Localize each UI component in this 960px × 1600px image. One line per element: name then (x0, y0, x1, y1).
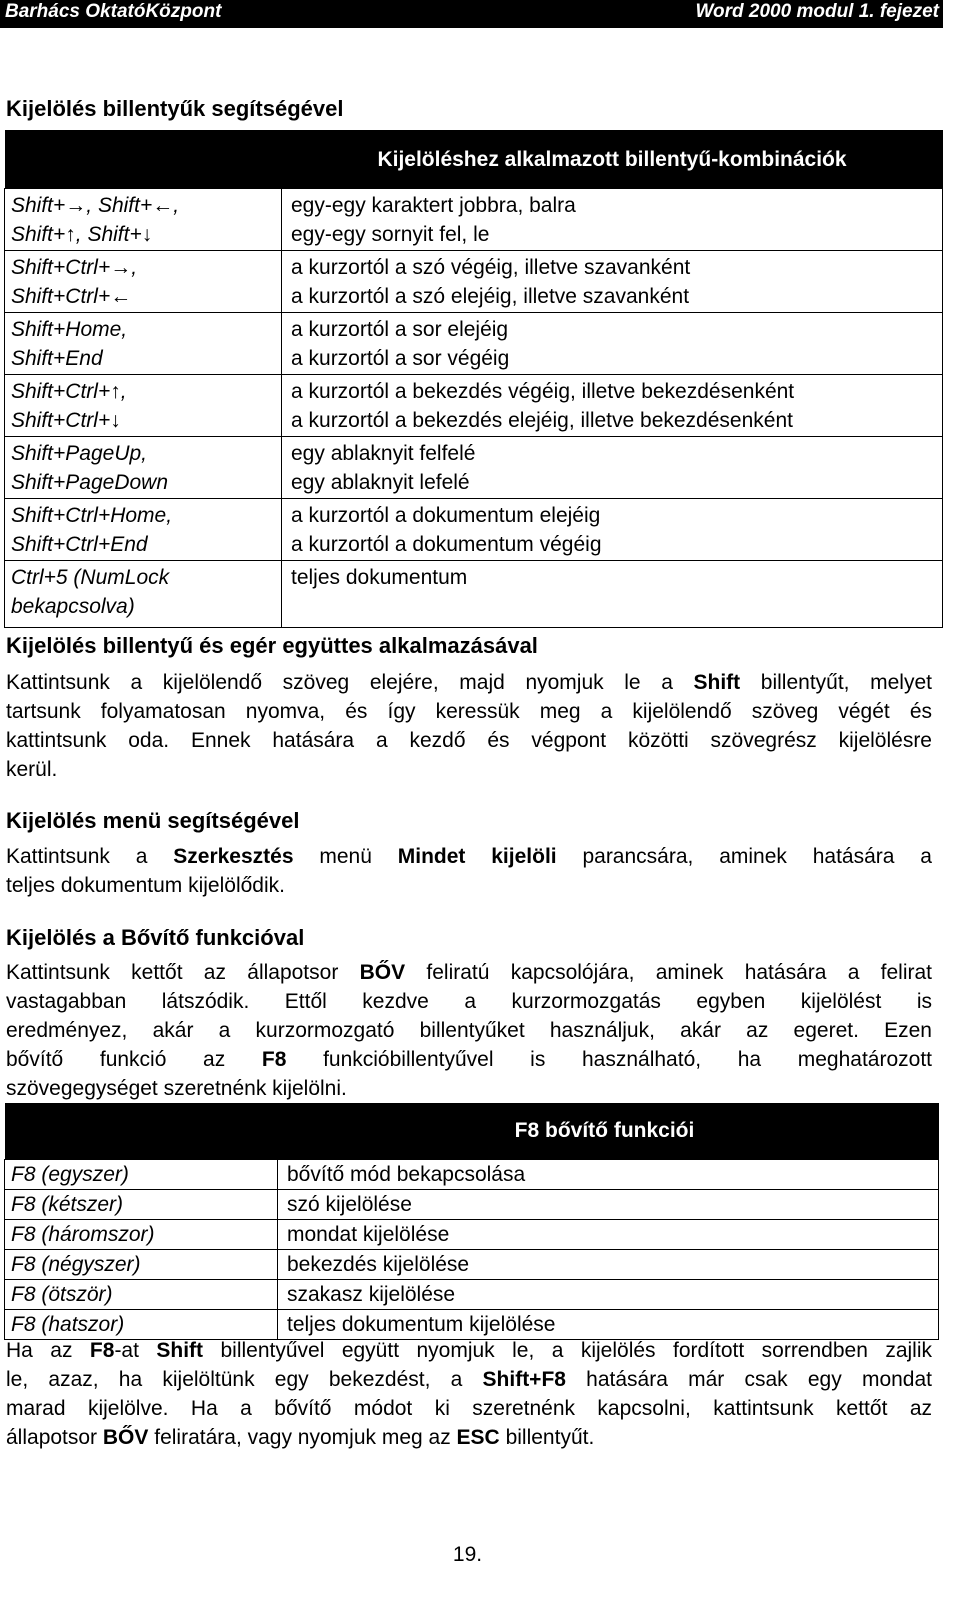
f8-press-count: F8 (kétszer) (5, 1190, 278, 1220)
shortcut-key-line: Shift+Ctrl+End (11, 533, 148, 556)
shortcut-description-line: teljes dokumentum (291, 566, 468, 589)
f8-press-count: F8 (egyszer) (5, 1160, 278, 1190)
page-number: 19. (452, 1543, 483, 1566)
shortcut-key-line: Shift+→, Shift+←, (11, 194, 180, 217)
shortcut-description-line: egy-egy sornyit fel, le (291, 223, 490, 246)
section4-title: Kijelölés a Bővítő funkcióval (6, 925, 305, 950)
paragraph-line: Kattintsunk a kijelölendő szöveg elejére, majd nyomjuk le a Shift billentyűt, melyet (6, 671, 932, 694)
f8-action: szó kijelölése (278, 1190, 939, 1220)
paragraph-line: Kattintsunk a Szerkesztés menü Mindet kijelöli parancsára, aminek hatására a (6, 845, 932, 868)
f8-press-count: F8 (ötször) (5, 1280, 278, 1310)
header-right: Word 2000 modul 1. fejezet (695, 1, 939, 22)
f8-press-count: F8 (hatszor) (5, 1310, 278, 1340)
shortcut-description (282, 375, 943, 437)
table-row (5, 1190, 939, 1220)
section4-paragraph (6, 958, 932, 1103)
table-row (5, 251, 943, 313)
closing-paragraph (6, 1336, 932, 1452)
table-row (5, 437, 943, 499)
f8-action: szakasz kijelölése (278, 1280, 939, 1310)
paragraph-line: vastagabban látszódik. Ettől kezdve a kurzormozgatás egyben kijelölést is (6, 990, 932, 1013)
shortcut-description (282, 251, 943, 313)
table-row (5, 1160, 939, 1190)
shortcut-description-line: a kurzortól a sor elejéig (291, 318, 509, 341)
shortcut-keys (5, 437, 282, 499)
table-row (5, 313, 943, 375)
f8-action: mondat kijelölése (278, 1220, 939, 1250)
section3-title: Kijelölés menü segítségével (6, 808, 300, 833)
paragraph-line: állapotsor BŐV feliratára, vagy nyomjuk meg az ESC billentyűt. (6, 1426, 595, 1449)
paragraph-line: le, azaz, ha kijelöltünk egy bekezdést, a Shift+F8 hatására már csak egy mondat (6, 1368, 932, 1391)
shortcut-key-line: Shift+Ctrl+↑, (11, 380, 127, 403)
paragraph-line: Kattintsunk kettőt az állapotsor BŐV feliratú kapcsolójára, aminek hatására a felirat (6, 961, 933, 984)
shortcut-description-line: a kurzortól a dokumentum elejéig (291, 504, 601, 527)
section2-paragraph (6, 668, 932, 784)
table-row (5, 1310, 939, 1340)
shortcut-key-line: Shift+↑, Shift+↓ (11, 223, 153, 246)
paragraph-line: kerül. (6, 758, 58, 781)
paragraph-line: Ha az F8-at Shift billentyűvel együtt nyomjuk le, a kijelölés fordított sorrendben zajlik (6, 1339, 933, 1362)
f8-press-count: F8 (négyszer) (5, 1250, 278, 1280)
shortcut-key-line: bekapcsolva) (11, 595, 135, 618)
shortcut-keys (5, 251, 282, 313)
keyboard-shortcut-table (4, 130, 943, 628)
f8-action: bővítő mód bekapcsolása (278, 1160, 939, 1190)
shortcut-key-line: Shift+Ctrl+↓ (11, 409, 121, 432)
shortcut-description (282, 561, 943, 628)
shortcut-key-line: Shift+PageDown (11, 471, 169, 494)
shortcut-keys (5, 313, 282, 375)
shortcut-description-line: a kurzortól a sor végéig (291, 347, 510, 370)
shortcut-description-line: egy ablaknyit felfelé (291, 442, 476, 465)
table-row (5, 1220, 939, 1250)
table-row (5, 1280, 939, 1310)
paragraph-line: teljes dokumentum kijelölődik. (6, 874, 285, 897)
paragraph-line: kattintsunk oda. Ennek hatására a kezdő és végpont közötti szövegrész kijelölésre (6, 729, 932, 752)
shortcut-description-line: a kurzortól a bekezdés végéig, illetve bekezdésenként (291, 380, 795, 403)
header-left: Barhács OktatóKözpont (5, 1, 222, 22)
page-header (0, 0, 943, 28)
shortcut-description-line: egy ablaknyit lefelé (291, 471, 470, 494)
paragraph-line: marad kijelölve. Ha a bővítő módot ki szeretnénk kapcsolni, kattintsunk kettőt az (6, 1397, 932, 1420)
section1-title: Kijelölés billentyűk segítségével (6, 96, 344, 121)
f8-function-table (4, 1103, 939, 1340)
table-row (5, 375, 943, 437)
shortcut-keys (5, 375, 282, 437)
shortcut-description-line: a kurzortól a bekezdés elejéig, illetve bekezdésenként (291, 409, 793, 432)
table-row (5, 499, 943, 561)
f8-action: teljes dokumentum kijelölése (278, 1310, 939, 1340)
shortcut-key-line: Shift+Ctrl+← (11, 285, 132, 308)
shortcut-description-line: a kurzortól a szó végéig, illetve szavanként (291, 256, 691, 279)
shortcut-keys (5, 561, 282, 628)
paragraph-line: tartsunk folyamatosan nyomva, és így keressük meg a kijelölendő szöveg végét és (6, 700, 932, 723)
shortcut-description-line: a kurzortól a dokumentum végéig (291, 533, 602, 556)
paragraph-line: bővítő funkció az F8 funkcióbillentyűvel is használható, ha meghatározott (6, 1048, 932, 1071)
section2-title: Kijelölés billentyű és egér együttes alkalmazásával (6, 633, 538, 658)
section3-paragraph (6, 842, 932, 900)
keyboard-table-header: Kijelöléshez alkalmazott billentyű-kombinációk (282, 130, 943, 189)
f8-press-count: F8 (háromszor) (5, 1220, 278, 1250)
shortcut-description (282, 189, 943, 251)
shortcut-description (282, 313, 943, 375)
shortcut-key-line: Shift+Home, (11, 318, 128, 341)
shortcut-description (282, 437, 943, 499)
shortcut-key-line: Shift+PageUp, (11, 442, 148, 465)
table-row (5, 1250, 939, 1280)
shortcut-keys (5, 189, 282, 251)
f8-action: bekezdés kijelölése (278, 1250, 939, 1280)
shortcut-description (282, 499, 943, 561)
shortcut-key-line: Shift+Ctrl+→, (11, 256, 138, 279)
paragraph-line: eredményez, akár a kurzormozgató billentyűket használjuk, akár az egeret. Ezen (6, 1019, 932, 1042)
shortcut-keys (5, 499, 282, 561)
shortcut-key-line: Shift+End (11, 347, 103, 370)
shortcut-key-line: Shift+Ctrl+Home, (11, 504, 173, 527)
table-row (5, 561, 943, 628)
paragraph-line: szövegegységet szeretnénk kijelölni. (6, 1077, 347, 1100)
f8-table-header: F8 bővítő funkciói (5, 1103, 939, 1160)
table-row (5, 189, 943, 251)
shortcut-key-line: Ctrl+5 (NumLock (11, 566, 170, 589)
shortcut-description-line: egy-egy karaktert jobbra, balra (291, 194, 576, 217)
shortcut-description-line: a kurzortól a szó elejéig, illetve szavanként (291, 285, 690, 308)
